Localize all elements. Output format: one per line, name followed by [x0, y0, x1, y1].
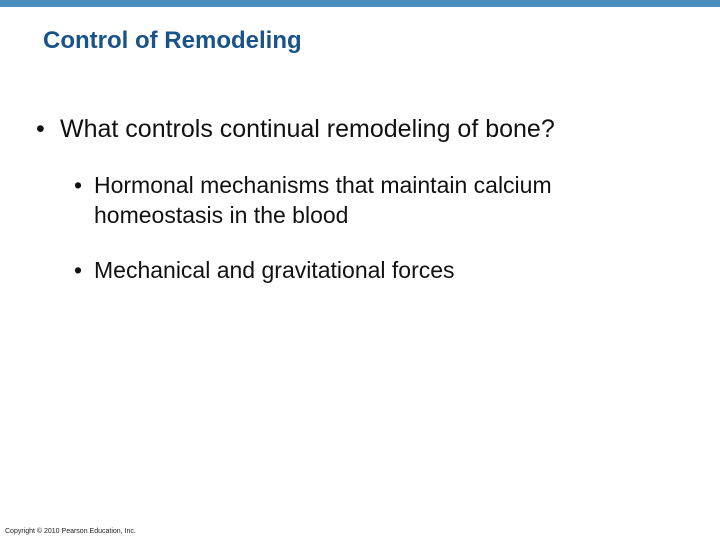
bullet-text-line-2: homeostasis in the blood: [94, 202, 349, 228]
bullet-item-level-2: [74, 170, 674, 230]
bullet-item-level-1: [36, 113, 686, 145]
bullet-text: Mechanical and gravitational forces: [94, 257, 455, 283]
bullet-dot-icon: •: [74, 257, 83, 283]
slide-title: Control of Remodeling: [43, 27, 302, 54]
copyright-notice: Copyright © 2010 Pearson Education, Inc.: [5, 528, 136, 535]
bullet-text: What controls continual remodeling of bone?: [60, 115, 555, 143]
bullet-text-line-1: Hormonal mechanisms that maintain calcium: [94, 172, 552, 198]
top-accent-bar: [0, 0, 720, 7]
bullet-text: [94, 170, 674, 230]
bullet-dot-icon: •: [74, 172, 83, 198]
bullet-item-level-2: [74, 255, 674, 285]
bullet-dot-icon: •: [36, 115, 45, 143]
